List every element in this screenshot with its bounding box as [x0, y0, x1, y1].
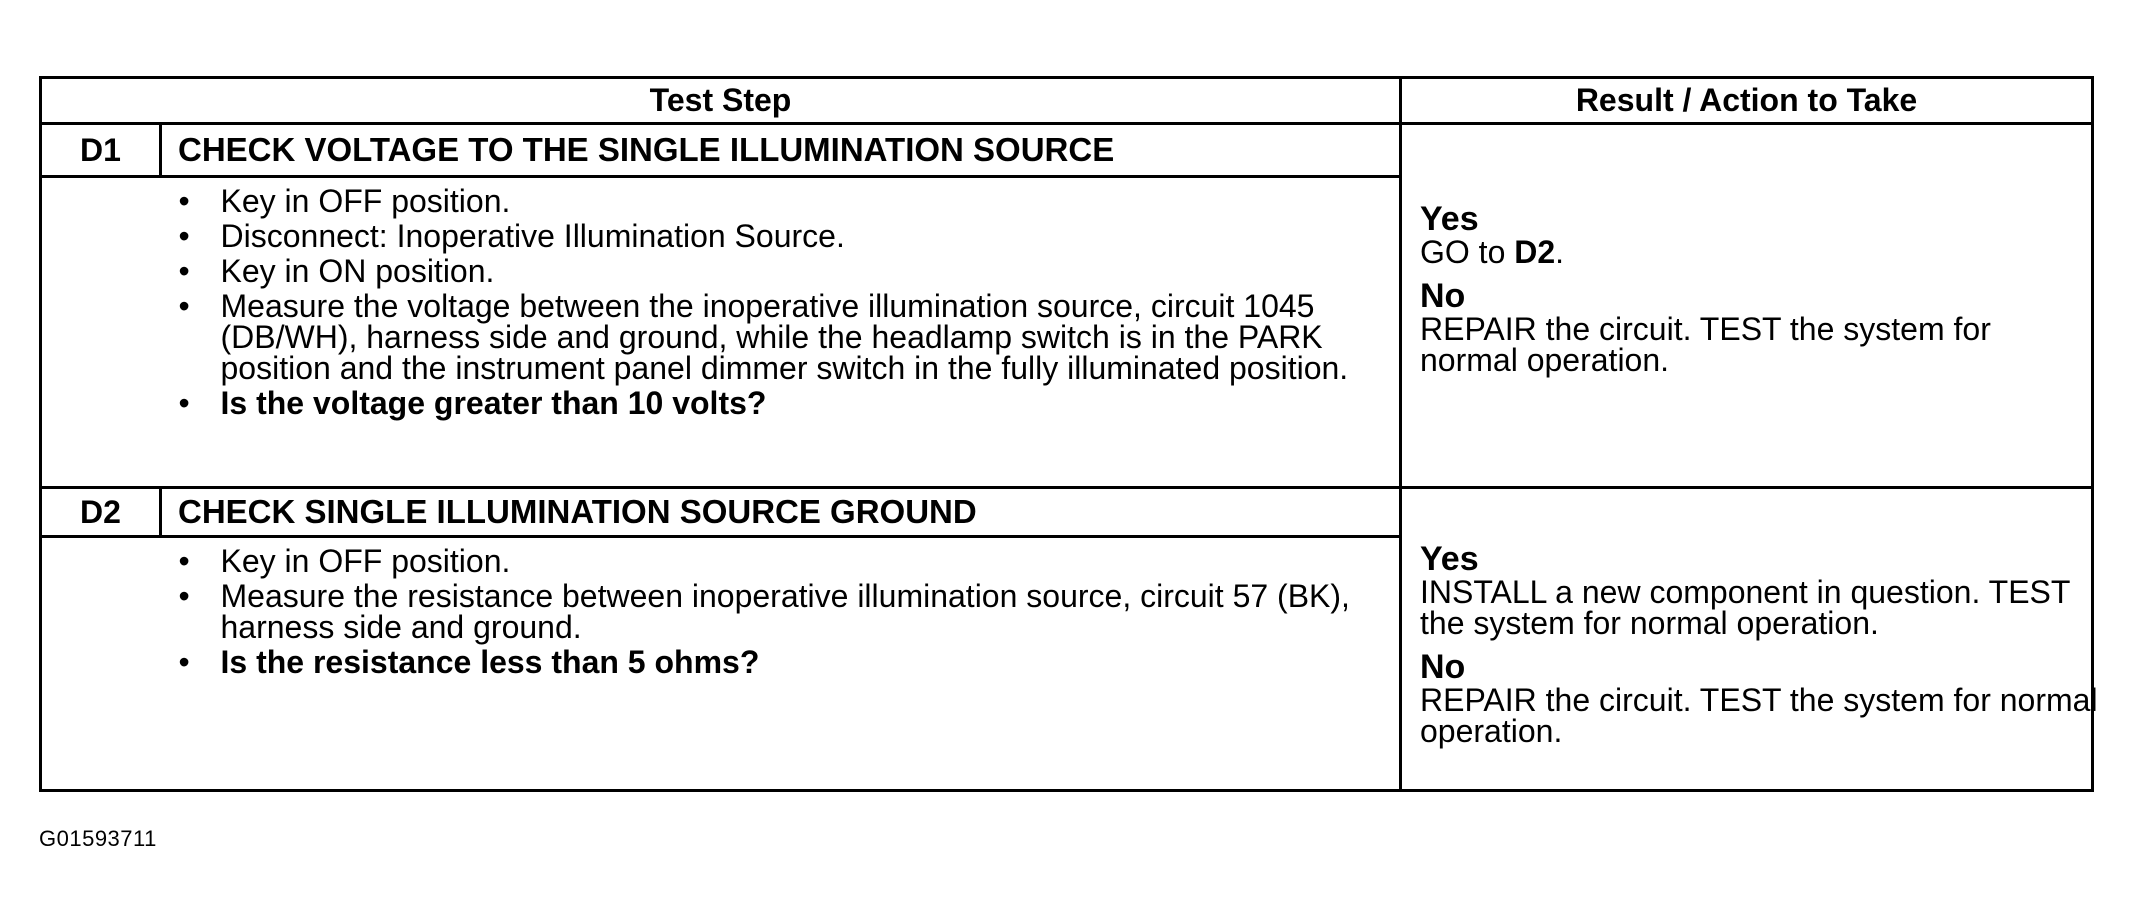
- step-id: D2: [41, 488, 161, 537]
- list-item: • Key in OFF position.: [161, 546, 1380, 577]
- step-id-blank: [41, 177, 161, 488]
- list-item: • Measure the voltage between the inoperative illumination source, circuit 1045 (DB/WH), harness side and ground, while the headlamp switch is in the PARK position and the instrument panel dimmer switch in the fully illuminated position.: [161, 291, 1380, 384]
- step-question: • Is the resistance less than 5 ohms?: [161, 647, 1380, 678]
- result-yes-text: INSTALL a new component in question. TEST the system for normal operation.: [1420, 574, 2070, 641]
- result-yes-label: Yes: [1420, 540, 1479, 578]
- list-item: • Measure the resistance between inoperative illumination source, circuit 57 (BK), harness side and ground.: [161, 581, 1380, 643]
- result-yes-label: Yes: [1420, 200, 1479, 238]
- step-title-row: [41, 488, 2093, 537]
- list-item: • Key in ON position.: [161, 256, 1380, 287]
- step-id-blank: [41, 537, 161, 791]
- result-yes-text: GO to D2.: [1420, 234, 1565, 270]
- step-title-row: [41, 124, 2093, 177]
- list-item: • Key in OFF position.: [161, 186, 1380, 217]
- step-bullet-list: [161, 543, 1380, 680]
- step-reference: D2: [1514, 234, 1556, 270]
- figure-id: G01593711: [39, 826, 157, 851]
- step-bullet-list: [161, 183, 1380, 421]
- step-body: [161, 177, 1401, 488]
- result-cell: [1401, 124, 2093, 488]
- step-title: CHECK SINGLE ILLUMINATION SOURCE GROUND: [161, 488, 1401, 537]
- result-no-text: REPAIR the circuit. TEST the system for normal operation.: [1420, 311, 1991, 378]
- step-id: D1: [41, 124, 161, 177]
- table-header-row: [41, 78, 2093, 124]
- result-cell: [1401, 488, 2098, 791]
- step-title: CHECK VOLTAGE TO THE SINGLE ILLUMINATION SOURCE: [161, 124, 1401, 177]
- result-no-label: No: [1420, 648, 1466, 686]
- result-no-label: No: [1420, 277, 1466, 315]
- result-no-text: REPAIR the circuit. TEST the system for normal operation.: [1420, 682, 2098, 749]
- diagnostic-table: [39, 76, 2098, 792]
- header-test-step: Test Step: [41, 78, 1401, 124]
- step-question: • Is the voltage greater than 10 volts?: [161, 388, 1380, 419]
- header-result-action: Result / Action to Take: [1401, 78, 2093, 124]
- list-item: • Disconnect: Inoperative Illumination Source.: [161, 221, 1380, 252]
- step-body: [161, 537, 1401, 791]
